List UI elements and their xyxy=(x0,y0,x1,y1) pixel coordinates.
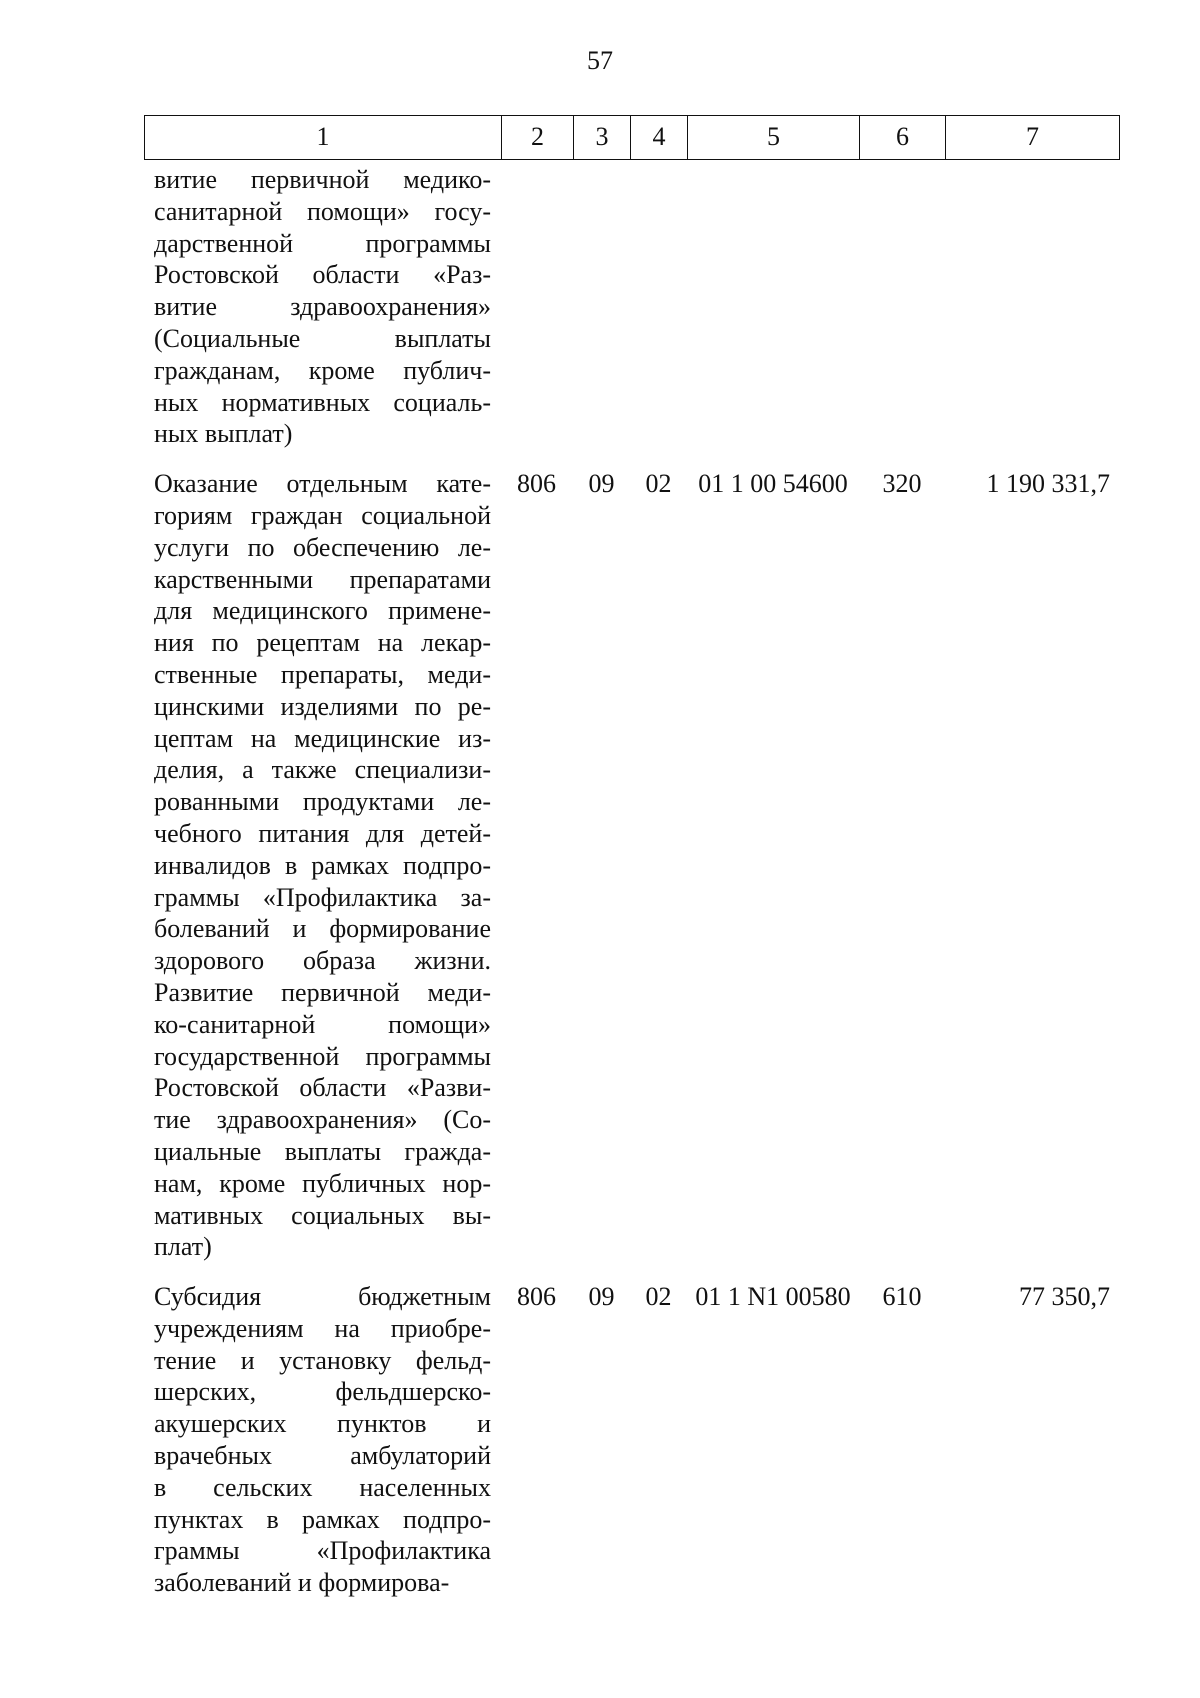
cell-ministry-code: 806 xyxy=(517,1282,556,1312)
description-line: для медицинского примене- xyxy=(154,596,491,626)
page-number: 57 xyxy=(587,46,613,75)
cell-expense-type: 610 xyxy=(882,1282,922,1312)
row-description xyxy=(154,164,491,450)
description-line: рованными продуктами ле- xyxy=(154,787,491,817)
description-line: дарственной программы xyxy=(154,228,491,258)
cell-target-article: 01 1 N1 00580 xyxy=(695,1282,851,1312)
table-row xyxy=(154,1281,1120,1599)
header-col-6: 6 xyxy=(860,116,946,159)
description-line: акушерских пунктов и xyxy=(154,1409,491,1439)
description-line: ко-санитарной помощи» xyxy=(154,1009,491,1039)
description-line: пунктах в рамках подпро- xyxy=(154,1504,491,1534)
description-line: плат) xyxy=(154,1232,212,1262)
description-line: (Социальные выплаты xyxy=(154,323,491,353)
table-row xyxy=(154,164,1120,450)
description-line: витие здравоохранения» xyxy=(154,292,491,322)
description-line: Оказание отдельным кате- xyxy=(154,469,491,499)
description-line: витие первичной медико- xyxy=(154,165,491,194)
description-line: государственной программы xyxy=(154,1041,491,1071)
description-line: Субсидия бюджетным xyxy=(154,1282,491,1312)
description-line: гражданам, кроме публич- xyxy=(154,355,491,385)
description-line: граммы «Профилактика за- xyxy=(154,882,491,912)
description-line: тение и установку фельд- xyxy=(154,1345,491,1375)
header-col-1: 1 xyxy=(145,116,502,159)
description-line: ных нормативных социаль- xyxy=(154,387,491,417)
cell-section: 09 xyxy=(588,1282,615,1312)
description-line: болеваний и формирование xyxy=(154,914,491,944)
cell-target-article: 01 1 00 54600 xyxy=(698,469,848,499)
description-line: санитарной помощи» госу- xyxy=(154,196,491,226)
description-line: делия, а также специализи- xyxy=(154,755,491,785)
description-line: цептам на медицинские из- xyxy=(154,723,491,753)
description-line: учреждениям на приобре- xyxy=(154,1313,491,1343)
table-body xyxy=(154,164,1120,1617)
table-header-row xyxy=(144,115,1120,160)
description-line: заболеваний и формирова- xyxy=(154,1568,450,1598)
description-line: мативных социальных вы- xyxy=(154,1200,491,1230)
cell-ministry-code: 806 xyxy=(517,469,556,499)
description-line: в сельских населенных xyxy=(154,1472,491,1502)
description-line: врачебных амбулаторий xyxy=(154,1441,491,1471)
header-col-7: 7 xyxy=(1026,122,1039,151)
header-col-2: 2 xyxy=(502,116,574,159)
header-col-3: 3 xyxy=(574,116,631,159)
cell-expense-type: 320 xyxy=(882,469,922,499)
cell-amount: 77 350,7 xyxy=(1019,1282,1110,1312)
description-line: ных выплат) xyxy=(154,419,293,449)
description-line: Ростовской области «Раз- xyxy=(154,260,491,290)
description-line: услуги по обеспечению ле- xyxy=(154,532,491,562)
header-col-5: 5 xyxy=(688,116,860,159)
row-description xyxy=(154,468,491,1263)
description-line: Ростовской области «Разви- xyxy=(154,1073,491,1103)
description-line: граммы «Профилактика xyxy=(154,1536,491,1566)
cell-section: 09 xyxy=(588,469,615,499)
description-line: цинскими изделиями по ре- xyxy=(154,691,491,721)
description-line: Развитие первичной меди- xyxy=(154,977,491,1007)
description-line: ственные препараты, меди- xyxy=(154,659,491,689)
description-line: чебного питания для детей- xyxy=(154,818,491,848)
description-line: тие здравоохранения» (Со- xyxy=(154,1105,491,1135)
description-line: ния по рецептам на лекар- xyxy=(154,628,491,658)
description-line: здорового образа жизни. xyxy=(154,946,491,976)
row-description xyxy=(154,1281,491,1599)
description-line: карственными препаратами xyxy=(154,564,491,594)
description-line: нам, кроме публичных нор- xyxy=(154,1168,491,1198)
description-line: гориям граждан социальной xyxy=(154,500,491,530)
cell-subsection: 02 xyxy=(645,1282,672,1312)
description-line: шерских, фельдшерско- xyxy=(154,1377,491,1407)
header-col-4: 4 xyxy=(631,116,688,159)
description-line: инвалидов в рамках подпро- xyxy=(154,850,491,880)
cell-amount: 1 190 331,7 xyxy=(986,469,1110,499)
cell-subsection: 02 xyxy=(645,469,672,499)
description-line: циальные выплаты гражда- xyxy=(154,1136,491,1166)
table-row xyxy=(154,468,1120,1263)
